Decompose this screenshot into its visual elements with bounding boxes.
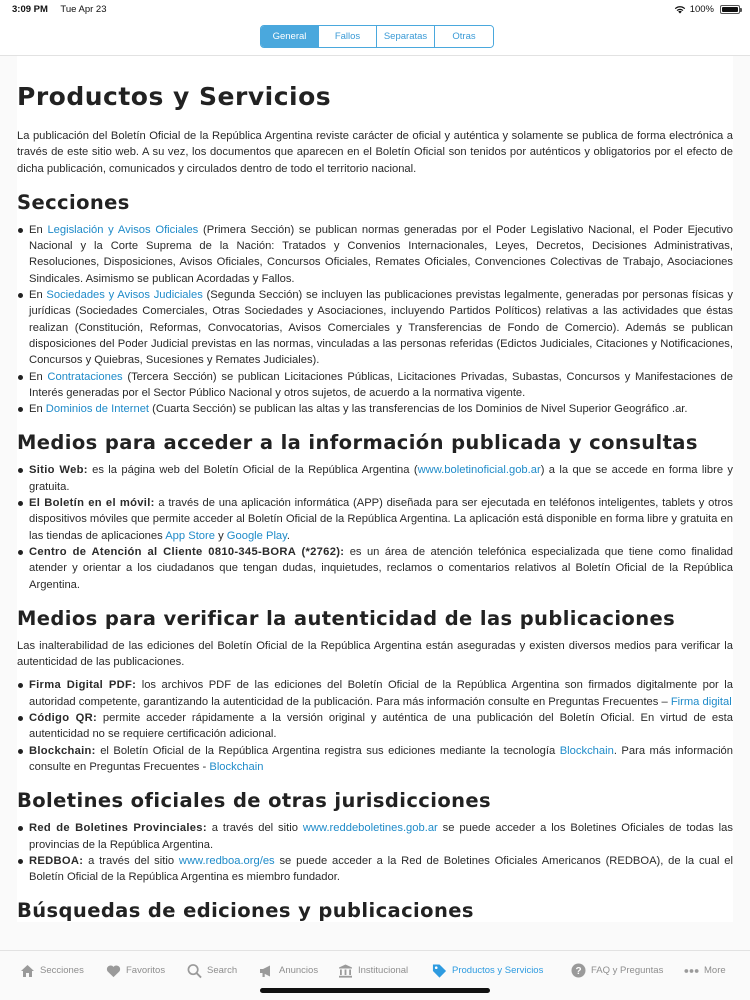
blockchain-link[interactable]: Blockchain <box>559 744 614 757</box>
boletinoficial-link[interactable]: www.boletinoficial.gob.ar <box>417 464 541 477</box>
question-icon <box>571 963 586 978</box>
institution-icon <box>338 963 353 978</box>
segment-otras[interactable]: Otras <box>435 26 493 47</box>
secciones-list <box>17 222 733 418</box>
redboa-link[interactable]: www.redboa.org/es <box>178 854 275 867</box>
tab-label: Search <box>207 965 238 976</box>
tab-label: More <box>704 965 726 976</box>
svg-text:?: ? <box>575 966 582 978</box>
heart-icon <box>106 963 121 978</box>
app-store-link[interactable]: App Store <box>165 529 215 542</box>
segmented-control <box>260 25 494 48</box>
wifi-icon <box>674 5 686 14</box>
contrataciones-link[interactable]: Contrataciones <box>47 370 123 383</box>
medios-acceder-heading: Medios para acceder a la información publicada y consultas <box>17 431 698 455</box>
segment-fallos[interactable]: Fallos <box>319 26 377 47</box>
status-time: 3:09 PM <box>12 4 48 15</box>
content-page <box>17 56 733 922</box>
content-scroll-area[interactable] <box>0 56 750 950</box>
boletines-heading: Boletines oficiales de otras jurisdicciones <box>17 789 492 813</box>
medios-acceder-list <box>17 462 733 592</box>
tab-search[interactable] <box>187 963 237 978</box>
firma-digital-link[interactable]: Firma digital <box>670 695 732 708</box>
segment-general[interactable]: General <box>261 26 319 47</box>
secciones-heading: Secciones <box>17 190 130 214</box>
tab-faq[interactable] <box>571 963 663 978</box>
list-item: REDBOA: a través del sitio www.redboa.org/es se puede acceder a la Red de Boletines Oficiales Americanos (REDBOA), de la cual el Boletín Oficial de la República Argentina es miembro fundador. <box>17 853 733 886</box>
tab-label: Secciones <box>40 965 84 976</box>
medios-verificar-list <box>17 677 733 775</box>
list-item: Código QR: permite acceder rápidamente a la versión original y auténtica de una publicación del Boletín Oficial. En virtud de esta autenticidad no se requiere certificación adicional. <box>17 710 733 743</box>
tab-productos-servicios[interactable] <box>432 963 543 978</box>
legislacion-link[interactable]: Legislación y Avisos Oficiales <box>47 223 199 236</box>
dominios-link[interactable]: Dominios de Internet <box>45 403 150 416</box>
tab-label: Favoritos <box>126 965 166 976</box>
list-item: En Sociedades y Avisos Judiciales (Segunda Sección) se incluyen las publicaciones previstas legalmente, generadas por personas físicas y jurídicas (Sociedades Comerciales, Otras Sociedades y Asociaciones, incluyendo Partidos Políticos) relativas a las actividades que éstas realizan (Constitución, Reformas, Convocatorias, Avisos Comerciales y Transferencias de Fondo de Comercio). Además se publican disposiciones del Poder Judicial previstas en las normas, vinculadas a las personas referidas (Edictos Judiciales, Citaciones y Notificaciones, Concursos y Quiebras, Sucesiones y Remates Judiciales). <box>17 287 733 368</box>
tab-label: Productos y Servicios <box>452 965 544 976</box>
home-icon <box>20 963 35 978</box>
tab-favoritos[interactable] <box>106 963 165 978</box>
page-title: Productos y Servicios <box>17 82 332 111</box>
list-item: En Contrataciones (Tercera Sección) se publican Licitaciones Públicas, Licitaciones Privadas, Subastas, Concursos y Manifestaciones de Interés generadas por el Sector Público Nacional y otros sujetos, de acuerdo a la normativa vigente. <box>17 369 733 402</box>
tab-label: Anuncios <box>279 965 319 976</box>
google-play-link[interactable]: Google Play <box>226 529 287 542</box>
list-item: En Legislación y Avisos Oficiales (Primera Sección) se publican normas generadas por el Poder Legislativo Nacional, el Poder Ejecutivo Nacional y la Corte Suprema de la Nación: Tratados y Convenios Internacionales, Leyes, Decretos, Decisiones Administrativas, Resoluciones, Disposiciones, Avisos Oficiales, Concursos Oficiales, Remates Oficiales, Convenciones Colectivas de Trabajo, Asociaciones Sindicales. Asimismo se publican Acordadas y Fallos. <box>17 222 733 287</box>
battery-icon <box>720 5 740 14</box>
reddeboletines-link[interactable]: www.reddeboletines.gob.ar <box>302 822 438 835</box>
status-date: Tue Apr 23 <box>60 4 107 15</box>
list-item: Blockchain: el Boletín Oficial de la República Argentina registra sus ediciones mediante la tecnología Blockchain. Para más información consulte en Preguntas Frecuentes - Blockchain <box>17 743 733 776</box>
tab-label: FAQ y Preguntas <box>591 965 664 976</box>
segment-separatas[interactable]: Separatas <box>377 26 435 47</box>
list-item: En Dominios de Internet (Cuarta Sección) se publican las altas y las transferencias de los Dominios de Nivel Superior Geográfico .ar. <box>17 401 733 417</box>
list-item: Centro de Atención al Cliente 0810-345-BORA (*2762): es un área de atención telefónica especializada que tiene como finalidad atender y orientar a los ciudadanos que tengan dudas, inquietudes, reclamos o comentarios relativos al Boletín Oficial de la República Argentina. <box>17 544 733 593</box>
tab-anuncios[interactable] <box>259 963 318 978</box>
intro-paragraph: La publicación del Boletín Oficial de la República Argentina reviste carácter de oficial y auténtica y solamente se publica de forma electrónica a través de este sitio web. A su vez, los documentos que aparecen en el Boletín Oficial son tenidos por auténticos y obligatorios por el efecto de dicha publicación, comunicados y circulados dentro de todo el territorio nacional. <box>17 130 733 175</box>
list-item: Firma Digital PDF: los archivos PDF de las ediciones del Boletín Oficial de la República Argentina son firmados digitalmente por la autoridad competente, garantizando la autenticidad de la publicación. Para más información consulte en Preguntas Frecuentes – Firma digital <box>17 677 733 710</box>
sociedades-link[interactable]: Sociedades y Avisos Judiciales <box>46 289 203 302</box>
battery-percent: 100% <box>689 4 714 15</box>
verificar-intro: Las inalterabilidad de las ediciones del Boletín Oficial de la República Argentina están aseguradas y existen diversos medios para verificar la autenticidad de las publicaciones. <box>17 639 733 669</box>
search-icon <box>187 963 202 978</box>
tag-icon <box>432 963 447 978</box>
status-bar <box>0 0 750 20</box>
blockchain-faq-link[interactable]: Blockchain <box>209 760 264 773</box>
busquedas-heading: Búsquedas de ediciones y publicaciones <box>17 899 474 923</box>
home-indicator[interactable] <box>260 988 490 993</box>
boletines-list <box>17 820 733 885</box>
tab-institucional[interactable] <box>338 963 408 978</box>
medios-verificar-heading: Medios para verificar la autenticidad de las publicaciones <box>17 606 676 630</box>
more-icon <box>684 963 699 978</box>
tab-more[interactable] <box>684 963 726 978</box>
tab-label: Institucional <box>358 965 409 976</box>
list-item: El Boletín en el móvil: a través de una aplicación informática (APP) diseñada para ser ejecutada en teléfonos inteligentes, tablets y otros dispositivos móviles que permite acceder al Boletín Oficial de la República Argentina. La aplicación está disponible en forma libre y gratuita en las tiendas de aplicaciones App Store y Google Play. <box>17 495 733 544</box>
megaphone-icon <box>259 963 274 978</box>
list-item: Sitio Web: es la página web del Boletín Oficial de la República Argentina (www.boletinoficial.gob.ar) a la que se accede en forma libre y gratuita. <box>17 462 733 495</box>
list-item: Red de Boletines Provinciales: a través del sitio www.reddeboletines.gob.ar se puede acceder a los Boletines Oficiales de todas las provincias de la República Argentina. <box>17 820 733 853</box>
tab-secciones[interactable] <box>20 963 84 978</box>
